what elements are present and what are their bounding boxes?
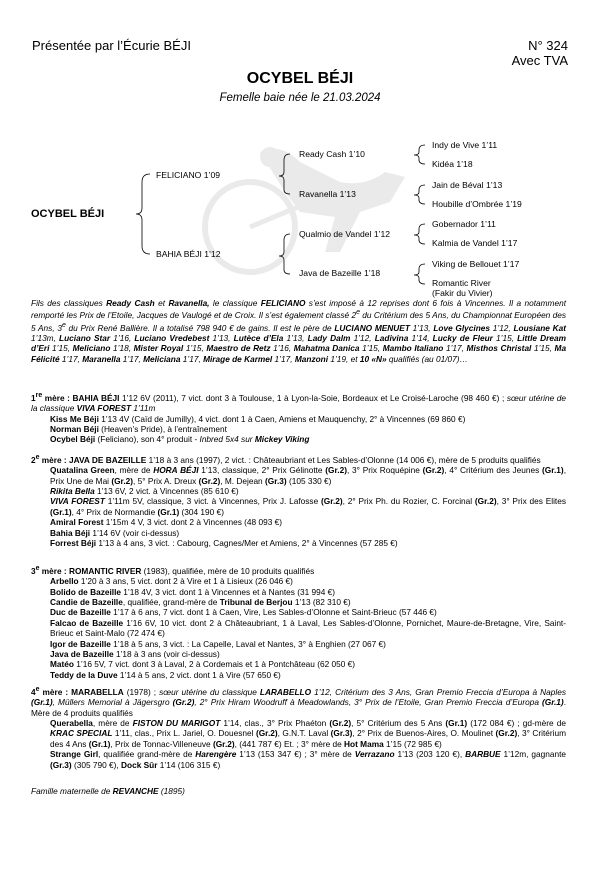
pedigree-dam: BAHIA BÉJI 1’12 <box>156 249 221 259</box>
list-item: Java de Bazeille 1’18 à 3 ans (voir ci-dessus) <box>50 649 220 660</box>
maternal-family-note: Famille maternelle de REVANCHE (1895) <box>31 786 185 796</box>
pedigree-g6: Kalmia de Vandel 1’17 <box>432 238 518 248</box>
fourth-dam-heading: 4e mère : MARABELLA (1978) ; sœur utérine du classique LARABELLO 1’12, Critérium des 3 Ans, Gran Premio Freccia d’Europa à Naples (Gr.1), Müllers Memorial à Jägersgro (Gr.2), 2° Prix Hiram Woodruff à Meadowlands, 3° Prix de l’Etoile, Gran Premio Freccia d’Europa (Gr.1). Mère de 4 produits qualifiés <box>31 686 566 718</box>
horse-title: OCYBEL BÉJI <box>246 70 354 87</box>
list-item: Bahia Béji 1’14 6V (voir ci-dessus) <box>50 527 180 538</box>
list-item: Duc de Bazeille 1’17 à 6 ans, 7 vict. dont 1 à Caen, Vire, Les Sables-d’Olonne et Saint-Brieuc (57 446 €) <box>50 607 437 618</box>
pedigree-dam-dam: Java de Bazeille 1’18 <box>299 268 381 278</box>
lot-number: N° 324 <box>528 38 568 53</box>
pedigree-dam-sire: Qualmio de Vandel 1’12 <box>299 229 391 239</box>
pedigree-g7: Viking de Bellouet 1’17 <box>432 259 520 269</box>
pedigree-g2: Kidéa 1’18 <box>432 159 473 169</box>
pedigree-g5: Gobernador 1’11 <box>432 219 496 229</box>
pedigree-g8: Romantic River <box>432 278 491 288</box>
list-item: Ocybel Béji (Feliciano), son 4° produit - Inbred 5x4 sur Mickey Viking <box>50 434 310 445</box>
list-item: Forrest Béji 1’13 à 4 ans, 3 vict. : Cabourg, Cagnes/Mer et Amiens, 2° à Vincennes (57 285 €) <box>50 538 398 549</box>
sire-paragraph: Fils des classiques Ready Cash et Ravanella, le classique FELICIANO s’est imposé à 12 reprises dont 6 fois à Vincennes. Il a notamment remporté les Prix de l’Etoile, Jacques de Vaulogé et de Croix. Il s’est également classé 2e du Critérium des 5 Ans, du Championnat Européen des 5 Ans, 3e du Prix René Ballière. Il a totalisé 798 940 € de gains. Il est le père de LUCIANO MENUET 1’13, Love Glycines 1’12, Lousiane Kat 1’13m, Luciano Star 1’16, Luciano Vredebest 1’13, Lutèce d’Ela 1’13, Lady Dalm 1’12, Ladivina 1’14, Lucky de Fleur 1’15, Little Dream d’Eri 1’15, Meliciano 1’18, Mister Royal 1’15, Maestro de Retz 1’16, Mahatma Danica 1’15, Mambo Italiano 1’17, Misthos Christal 1’15, Ma Félicité 1’17, Maranella 1’17, Meliciana 1’17, Mirage de Karmel 1’17, Manzoni 1’19, et 10 «N» qualifiés (au 01/07)… <box>31 298 567 364</box>
list-item: Rikita Bella 1’13 6V, 2 vict. à Vincennes (85 610 €) <box>50 485 239 496</box>
fourth-dam-section <box>31 685 566 770</box>
second-dam-heading: 2e mère : JAVA DE BAZEILLE 1’18 à 3 ans (1997), 2 vict. : Châteaubriant et Les Sables-d’Olonne (14 006 €), mère de 5 produits qualifiés <box>31 454 541 465</box>
list-item: Candie de Bazeille, qualifiée, grand-mère de Tribunal de Berjou 1’13 (82 310 €) <box>50 596 351 607</box>
presenter-text: Présentée par l’Écurie BÉJI <box>32 38 191 53</box>
list-item: Bolido de Bazeille 1’18 4V, 3 vict. dont 1 à Vincennes et à Nantes (31 994 €) <box>50 586 336 597</box>
list-item: Kiss Me Béji 1’13 4V (Caïd de Jumilly), 4 vict. dont 1 à Caen, Amiens et Mauquenchy, 2° à Vincennes (69 860 €) <box>50 413 466 424</box>
pedigree-g3: Jain de Béval 1’13 <box>432 180 503 190</box>
list-item: Teddy de la Duve 1’14 à 5 ans, 2 vict. dont 1 à Vire (57 650 €) <box>50 669 281 680</box>
pedigree-sire: FELICIANO 1’09 <box>156 170 220 180</box>
list-item: Arbello 1’20 à 3 ans, 5 vict. dont 2 à Vire et 1 à Lisieux (26 046 €) <box>50 576 293 587</box>
list-item: Querabella, mère de FISTON DU MARIGOT 1’14, clas., 3° Prix Phaéton (Gr.2), 5° Critérium des 5 Ans (Gr.1) (172 084 €) ; gd-mère de KRAC SPECIAL 1’11, clas., Prix L. Jariel, O. Douesnel (Gr.2), G.N.T. Laval (Gr.3), 2° Prix de Buenos-Aires, O. Moulinet (Gr.2), 3° Critérium des 4 Ans (Gr.1), Prix de Tonnac-Villeneuve (Gr.2), (441 787 €) Et. ; 3° mère de Hot Mama 1’15 (72 985 €) <box>50 717 567 749</box>
second-dam-section <box>31 453 566 548</box>
pedigree-g8-parent: (Fakir du Vivier) <box>432 288 493 298</box>
list-item: Strange Girl, qualifiée grand-mère de Harengère 1’13 (153 347 €) ; 3° mère de Verrazano 1’13 (203 120 €), BARBUE 1’12m, gagnante (Gr.3) (305 790 €), Dock Sûr 1’14 (106 315 €) <box>50 749 566 770</box>
horse-subtitle: Femelle baie née le 21.03.2024 <box>219 92 381 104</box>
list-item: Quatalina Green, mère de HORA BÉJI 1’13, classique, 2° Prix Gélinotte (Gr.2), 3° Prix Roquépine (Gr.2), 4° Critérium des Jeunes (Gr.1), Prix Une de Mai (Gr.2), 5° Prix A. Dreux (Gr.2), M. Dejean (Gr.3) (105 330 €) <box>50 465 566 486</box>
list-item: Falcao de Bazeille 1’16 6V, 10 vict. dont 2 à Châteaubriant, 1 à Laval, Les Sables-d’Olonne, Pornichet, Maure-de-Bretagne, Vire, Saint-Brieuc et Saint-Malo (72 474 €) <box>50 617 566 639</box>
first-dam-section <box>31 391 566 445</box>
pedigree-sire-dam: Ravanella 1’13 <box>299 189 356 199</box>
pedigree-g4: Houbille d’Ombrée 1’19 <box>432 199 522 209</box>
list-item: Norman Béji (Heaven’s Pride), à l’entraînement <box>50 423 227 434</box>
list-item: Amiral Forest 1’15m 4 V, 3 vict. dont 2 à Vincennes (48 093 €) <box>50 517 282 528</box>
list-item: VIVA FOREST 1’11m 5V, classique, 3 vict. à Vincennes, Prix J. Lafosse (Gr.2), 2° Prix Ph. du Rozier, C. Forcinal (Gr.2), 3° Prix des Elites (Gr.1), 4° Prix de Normandie (Gr.1) (304 190 €) <box>50 496 566 517</box>
third-dam-section <box>31 564 566 680</box>
pedigree-horse-name: OCYBEL BÉJI <box>31 208 105 220</box>
pedigree-g1: Indy de Vive 1’11 <box>432 140 498 150</box>
first-dam-heading: 1re mère : BAHIA BÉJI 1’12 6V (2011), 7 vict. dont 3 à Toulouse, 1 à Lyon-la-Soie, Bordeaux et Le Croisé-Laroche (98 460 €) ; sœur utérine de la classique VIVA FOREST 1’11m <box>31 392 566 414</box>
list-item: Igor de Bazeille 1’18 à 5 ans, 3 vict. : La Capelle, Laval et Nantes, 3° à Enghien (27 067 €) <box>50 638 386 649</box>
third-dam-heading: 3e mère : ROMANTIC RIVER (1983), qualifiée, mère de 10 produits qualifiés <box>31 565 315 576</box>
pedigree-sire-sire: Ready Cash 1’10 <box>299 149 365 159</box>
list-item: Matéo 1’16 5V, 7 vict. dont 3 à Laval, 2 à Cordemais et 1 à Pontchâteau (62 050 €) <box>50 659 356 670</box>
vat-status: Avec TVA <box>511 53 568 68</box>
